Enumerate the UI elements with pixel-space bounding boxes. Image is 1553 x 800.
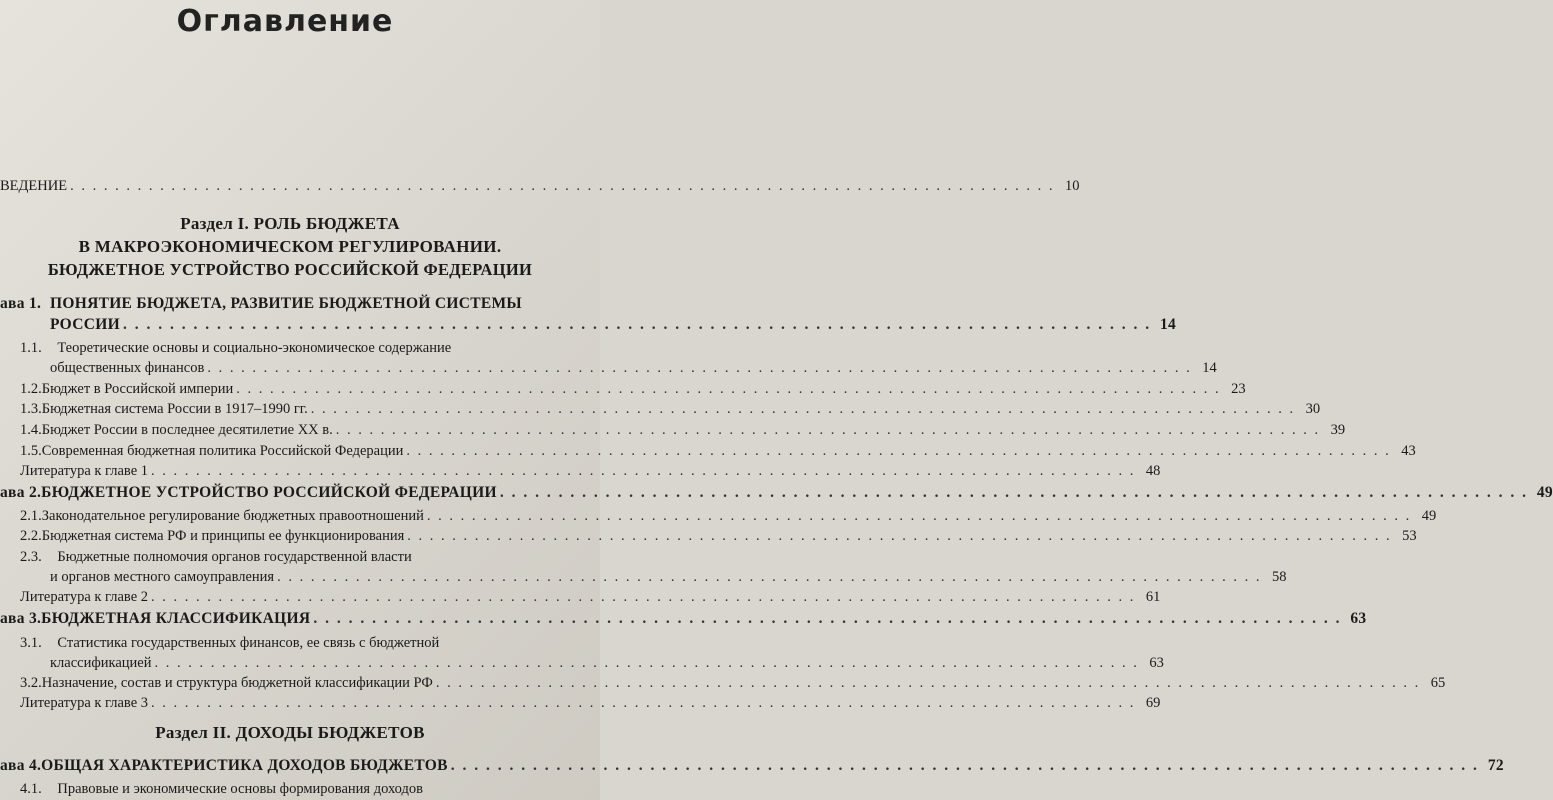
item-number: 1.2.: [20, 381, 42, 397]
chapter-title: БЮДЖЕТНАЯ КЛАССИФИКАЦИЯ: [41, 610, 311, 627]
leader-dots: [407, 527, 1391, 545]
item-text: Законодательное регулирование бюджетных правоотношений: [41, 508, 424, 524]
item-text: Правовые и экономические основы формирования доходов: [57, 781, 423, 797]
section-heading-line: В МАКРОЭКОНОМИЧЕСКОМ РЕГУЛИРОВАНИИ.: [78, 237, 502, 256]
chapter-number: ава 2.: [0, 484, 42, 501]
toc-entry[interactable]: [20, 674, 1446, 692]
toc-page-number: 58: [1271, 569, 1287, 585]
item-number: 3.2.: [20, 675, 42, 691]
leader-dots: [207, 359, 1191, 377]
item-text: Бюджетные полномочия органов государственной власти: [57, 549, 412, 565]
toc-page-number: 69: [1145, 695, 1161, 711]
leader-dots: [70, 177, 1054, 195]
leader-dots: [151, 588, 1135, 606]
leader-dots: [451, 757, 1479, 775]
item-text: общественных финансов: [50, 360, 205, 376]
toc-page-number: 30: [1305, 401, 1321, 417]
item-text: Статистика государственных финансов, ее связь с бюджетной: [57, 635, 440, 651]
toc-entry-literature[interactable]: [20, 462, 1161, 480]
toc-page-number: 48: [1145, 463, 1161, 479]
toc-entry-literature[interactable]: [20, 588, 1161, 606]
leader-dots: [123, 316, 1151, 334]
item-text: Современная бюджетная политика Российской Федерации: [41, 443, 404, 459]
leader-dots: [406, 442, 1390, 460]
toc-entry[interactable]: [20, 380, 1246, 398]
chapter-title-cont: РОССИИ: [50, 316, 120, 333]
item-number: 1.1.: [20, 340, 42, 356]
item-text: Литература к главе 3: [20, 695, 149, 711]
chapter-heading[interactable]: [0, 484, 1553, 502]
chapter-heading[interactable]: [0, 757, 1504, 775]
item-text: и органов местного самоуправления: [50, 569, 275, 585]
chapter-number: ава 4.: [0, 757, 42, 774]
leader-dots: [151, 462, 1135, 480]
item-number: 1.5.: [20, 443, 42, 459]
toc-page-number: 72: [1487, 757, 1504, 774]
section-heading-line: БЮДЖЕТНОЕ УСТРОЙСТВО РОССИЙСКОЙ ФЕДЕРАЦИИ: [47, 260, 533, 279]
item-number: 2.3.: [20, 549, 42, 565]
item-text: Бюджет в Российской империи: [41, 381, 234, 397]
item-text: Бюджетная система России в 1917–1990 гг.: [41, 401, 308, 417]
leader-dots: [427, 507, 1411, 525]
item-text: Литература к главе 2: [20, 589, 149, 605]
section-heading-line: Раздел I. РОЛЬ БЮДЖЕТА: [180, 214, 400, 233]
toc-entry-label: ВЕДЕНИЕ: [0, 178, 68, 194]
toc-page-number: 63: [1149, 655, 1164, 671]
item-number: 4.1.: [20, 781, 42, 797]
leader-dots: [277, 568, 1261, 586]
leader-dots: [313, 610, 1341, 628]
toc-entry[interactable]: [20, 400, 1321, 418]
toc-entry[interactable]: [50, 568, 1287, 586]
toc-page-number: 10: [1064, 178, 1080, 194]
toc-page-number: 61: [1145, 589, 1161, 605]
leader-dots: [500, 484, 1528, 502]
chapter-title: ОБЩАЯ ХАРАКТЕРИСТИКА ДОХОДОВ БЮДЖЕТОВ: [41, 757, 448, 774]
leader-dots: [311, 400, 1295, 418]
toc-entry-first-line[interactable]: [20, 548, 412, 566]
toc-page-number: 53: [1402, 528, 1417, 544]
item-number: 2.1.: [20, 508, 42, 524]
toc-page-number: 14: [1202, 360, 1217, 376]
toc-page-number: 63: [1350, 610, 1367, 627]
toc-entry-first-line[interactable]: [20, 634, 439, 652]
toc-page-number: 43: [1401, 443, 1416, 459]
toc-entry-first-line[interactable]: [20, 780, 423, 798]
item-text: классификацией: [50, 655, 152, 671]
chapter-title: БЮДЖЕТНОЕ УСТРОЙСТВО РОССИЙСКОЙ ФЕДЕРАЦИИ: [41, 484, 497, 501]
leader-dots: [154, 654, 1138, 672]
toc-entry[interactable]: [20, 527, 1417, 545]
toc-entry-intro[interactable]: [0, 177, 1080, 195]
toc-page-number: 65: [1430, 675, 1446, 691]
toc-entry[interactable]: [50, 359, 1217, 377]
chapter-heading[interactable]: [0, 295, 580, 313]
leader-dots: [436, 674, 1420, 692]
chapter-number: ава 1.: [0, 295, 42, 312]
item-text: Бюджетная система РФ и принципы ее функционирования: [41, 528, 405, 544]
item-text: Бюджет России в последнее десятилетие XX в.: [41, 422, 333, 438]
leader-dots: [151, 694, 1135, 712]
chapter-title: ПОНЯТИЕ БЮДЖЕТА, РАЗВИТИЕ БЮДЖЕТНОЙ СИСТЕМЫ: [50, 295, 522, 312]
toc-entry[interactable]: [20, 421, 1346, 439]
toc-entry[interactable]: [50, 654, 1164, 672]
item-number: 2.2.: [20, 528, 42, 544]
toc-page-number: 49: [1421, 508, 1437, 524]
chapter-heading-cont[interactable]: [50, 316, 1177, 334]
toc-entry[interactable]: [20, 442, 1416, 460]
leader-dots: [236, 380, 1220, 398]
item-text: Литература к главе 1: [20, 463, 149, 479]
section-heading: Раздел II. ДОХОДЫ БЮДЖЕТОВ: [155, 723, 425, 742]
chapter-number: ава 3.: [0, 610, 42, 627]
leader-dots: [336, 421, 1320, 439]
page-title: Оглавление: [176, 4, 394, 39]
toc-page-number: 39: [1330, 422, 1346, 438]
item-text: Назначение, состав и структура бюджетной классификации РФ: [41, 675, 433, 691]
toc-page-number: 23: [1231, 381, 1246, 397]
toc-page-number: 49: [1536, 484, 1553, 501]
toc-entry[interactable]: [20, 507, 1437, 525]
chapter-heading[interactable]: [0, 610, 1367, 628]
item-number: 1.3.: [20, 401, 42, 417]
toc-entry-literature[interactable]: [20, 694, 1161, 712]
toc-entry-first-line[interactable]: [20, 339, 451, 357]
item-text: Теоретические основы и социально-экономическое содержание: [57, 340, 452, 356]
item-number: 3.1.: [20, 635, 42, 651]
toc-page-number: 14: [1159, 316, 1177, 333]
item-number: 1.4.: [20, 422, 42, 438]
